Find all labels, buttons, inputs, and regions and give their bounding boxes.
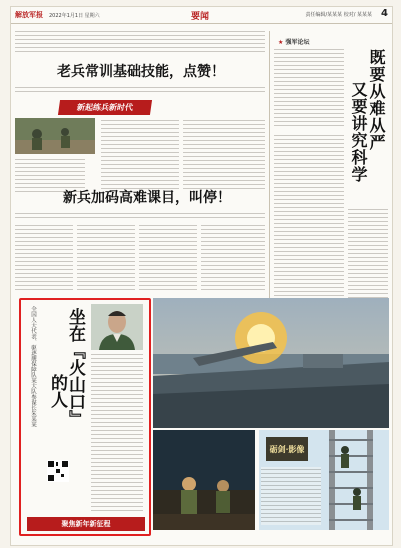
byline-block <box>15 85 265 93</box>
top-story-photo <box>15 118 95 154</box>
feature-title-line1: 坐在『火山口』 <box>65 308 85 427</box>
second-story-column-4 <box>201 223 265 291</box>
feature-story-box[interactable] <box>19 298 151 536</box>
qr-code[interactable] <box>47 460 69 482</box>
section-title: 要闻 <box>191 12 210 22</box>
second-story-headline: 新兵加码高难课目，叫停！ <box>63 190 231 206</box>
feature-portrait-photo <box>91 304 143 350</box>
second-story-column-3 <box>139 223 197 291</box>
top-story-column-2 <box>101 118 179 190</box>
masthead <box>11 7 392 24</box>
masthead-date: 2022年1月1日 星期六 <box>49 12 100 19</box>
second-byline-block <box>15 211 265 219</box>
commentary-text-body <box>274 133 344 309</box>
feature-subtitle: 全国人大代表、驱逐舰保障队某大队参谋长朱某某 <box>30 306 36 427</box>
commentary-title-line2: 又要讲究科学 <box>349 81 368 183</box>
masthead-logo: 解放军报 <box>15 10 43 19</box>
commentary-tag <box>278 37 310 46</box>
night-soldiers-photo <box>153 430 255 530</box>
page-number: 4 <box>381 8 388 19</box>
feature-body-text <box>91 352 143 512</box>
commentary-text-end <box>348 207 388 309</box>
newspaper-sheet <box>10 6 393 546</box>
top-story-column-3 <box>183 118 265 190</box>
second-story-column-2 <box>77 223 135 291</box>
commentary-tag-label: 强军论坛 <box>285 39 310 46</box>
photo-caption-text <box>261 467 321 525</box>
second-story-column-1 <box>15 223 73 291</box>
commentary-title-line1: 既要从难从严 <box>367 49 386 151</box>
top-story-banner: 新起练兵新时代 <box>58 100 152 115</box>
top-story-headline: 老兵常训基础技能，点赞！ <box>57 64 225 80</box>
main-photo-gunfire <box>153 298 389 428</box>
feature-footer-banner: 聚焦新年新征程 <box>27 517 145 531</box>
photo-section-badge: 砺剑·影像 <box>266 437 308 461</box>
lead-paragraph-block <box>15 29 265 55</box>
commentary-text-top <box>274 47 344 129</box>
masthead-meta: 责任编辑/某某某 校对/ 某某某 <box>305 12 372 18</box>
star-icon: ★ <box>278 39 284 46</box>
feature-title-line2: 的人 <box>47 374 67 408</box>
commentary-column <box>269 31 392 315</box>
